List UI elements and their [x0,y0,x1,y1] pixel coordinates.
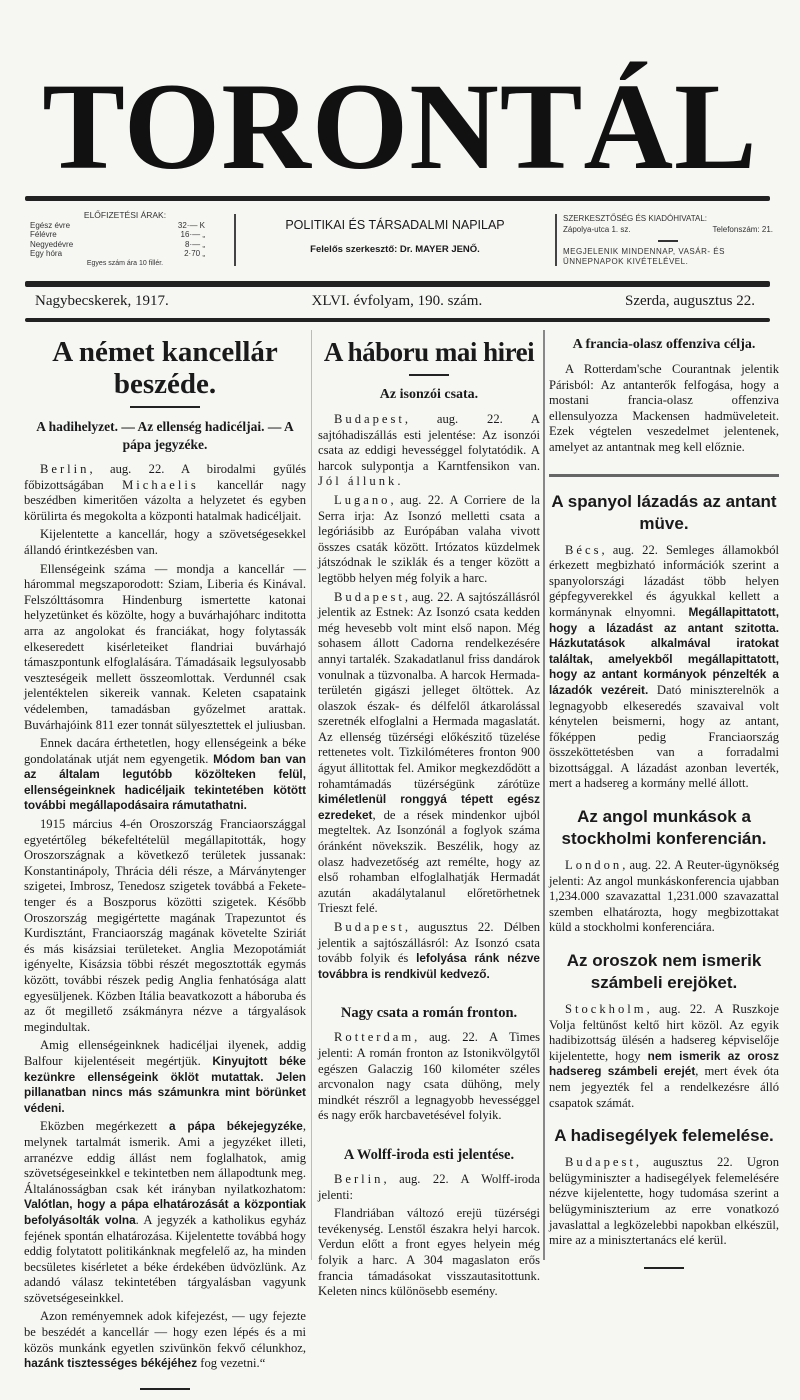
phone: Telefonszám: 21. [712,224,773,234]
paragraph [549,858,779,936]
divider [658,240,678,242]
dateline-place: Michaelis [122,477,199,492]
paragraph [24,562,306,734]
paragraph [318,1206,540,1300]
paragraph [24,462,306,524]
article-chancellor-speech [24,336,306,1400]
paragraph [318,920,540,982]
section-heading: Az isonzói csata. [379,387,479,402]
paragraph [24,1038,306,1116]
bold-text: kiméletlenül ronggyá tépett egész ezredeket [318,792,540,822]
dateline [35,293,755,310]
text: Eközben megérkezett [40,1119,169,1134]
paragraph [549,1155,779,1249]
paragraph [318,412,540,490]
newspaper-title: TORONTÁL [42,58,758,195]
price-row [30,240,205,250]
text: . [397,474,401,489]
news-column-right [549,328,779,1279]
text: , augusztus 22. Ugron belügyminiszter a hadisegélyek felemelésére nézve kijelentette, hogy tudomása szerint a belügyminiszterium az erre vonatkozó javaslattal a legközelebbi napokban elkészül, mire az a minisztertanács elé kerül. [549,1155,779,1248]
publication-schedule: MEGJELENIK MINDENNAP, VASÁR- ÉS ÜNNEPNAPOK KIVÉTELÉVEL. [563,246,725,266]
section-rule [549,474,779,477]
column-divider [543,330,545,1260]
price-label: Negyedévre [30,239,74,249]
text: , mert évek óta nem jegyezték fel a rendelkezésre álló csapatok számát. [549,1064,779,1110]
text: . A jegyzék a katholikus egyház fejének spontán elhatározása. Kijelentette továbbá hogy eddig folytatott politikánknak megfelelő az, ha minden becsületes kisérletet a béke érdekében üdvözlünk. Az adandó válasz tekintetében tárgyalásban vagyunk szövetségeseinkkel. [24,1212,306,1305]
column-body [549,336,779,1269]
section-heading: A Wolff-iroda esti jelentése. [343,1146,515,1163]
article-title: A német kancellár beszéde. [52,336,278,400]
text: , aug. 22. A Times jelenti: A román fronton az Istonikvölgytől egészen Galaczig 160 kilométer széles arcvonalon nagy csata dühöng, mely mindkét részről a legnagyobb hevességgel és nagy erők harcbavetésével folyik. [318,1030,540,1123]
price-value: 2·70 „ [184,249,205,258]
paragraph [24,1309,306,1371]
end-rule [644,1267,684,1269]
paragraph [24,736,306,814]
price-value: 32·— K [177,220,205,230]
section-heading: Az angol munkások a stockholmi konferencián. [561,807,767,849]
text: , aug. 22. Semleges államokból érkezett megbizható információk szerint a spanyolországi lázadást több helyen gépfegyverekkel és ágyukkal kellett a kormánynak elnyomni. [549,542,779,619]
bold-text: Kinyujtott béke kezünkre ellenségeink öklöt mutattak. Jelen pillanatban nincs más számunkra mint börünket védeni. [24,1053,306,1115]
masthead-rule [25,281,770,287]
text: , aug. 22. A Corriere de la Serra irja: Az Isonzó melletti csata a legóriásibb az Európában valaha vivott összes csaták között. Irtózatos küzdelmek játszódnak le sziklák és a tenger között a legtöbb helyen még folyik a harc. [318,492,540,585]
section-heading: A spanyol lázadás az antant müve. [551,491,777,533]
price-row [30,230,205,240]
text: fog vezetni.“ [197,1356,266,1371]
dateline-place: Bécs [565,542,602,557]
masthead-center [245,218,545,255]
paragraph [24,527,306,558]
title-rule [409,374,449,376]
newspaper-subtitle: POLITIKAI ÉS TÁRSADALMI NAPILAP [285,218,505,232]
text: , aug. 22. A Reuter-ügynökség jelenti: Az angol munkáskonferencia ujabban 1,234.000 szavazattal 1,231.000 szavazattal szemben elhatározta, hogy megbizottakat küld a stockholmi konferenciára. [549,858,779,935]
paragraph [318,493,540,587]
bold-text: Valótlan, hogy a pápa elhatározását a központiak befolyásolták volna [24,1197,306,1227]
dateline-place: London [565,858,623,873]
paragraph [549,1002,779,1111]
bold-text: Módom ban van az általam legutóbb közölteken felül, ellenségeinknek hadicéljaik tekintetében kötött további megállapodásaira rámutathatni. [24,751,306,813]
text: , de a rések mindenkor ujból megteltek. Az Isonzónál a foglyok száma óránként növekszik. Beszélik, hogy az olasz hadvezetőség azt remélte, hogy az első rohamban elfoglalhatják Hermadát azután akadálytalanul előretörhetnek Trieszt felé. [318,807,540,916]
price-row [30,249,205,259]
text: kancellár nagy beszédben kimeritően vázolta a helyzetet és egyben körülirta és megokolta a központi hatalmak hadicéljait. [24,477,306,523]
issue-date: Szerda, augusztus 22. [625,293,755,309]
text: , augusztus 22. Délben jelentik a sajtószállásról: Az Isonzó csata tovább folyik és [318,920,540,966]
prices-title: ELŐFIZETÉSI ÁRAK: [83,210,167,220]
title-rule [130,406,200,408]
editor-line: Felelős szerkesztő: Dr. MAYER JENŐ. [310,244,480,255]
text: Dató miniszterelnök a legnagyobb elkeseredés szavaival volt kénytelen beismerni, hogy az antant, főképpen pedig Franciaország összeköttetésben van a forradalmi bizottsággal. A lázadást azonban leverték, mert a hadsereg a kormány mellé állott. [549,682,779,791]
price-value: 8·— „ [185,239,205,249]
text: , aug. 22. A sajtóhadiszállás esti jelentése: Az isonzói csata az eddigi hevességgel folytatódik. A harcok sulypontja a Karntfensikon van. [318,412,540,473]
text: , aug. 22. A sajtószállásról jelentik az Estnek: Az Isonzó csata kedden még hevesebb volt mint első napon. Még sohasem állott Cadorna rendelkezésére annyi tartalék. Szakadatlanul friss dandárok vonulnak a tüzvonalba. A harcok Hermada-területén gigászi jelleget öltöttek. Az olaszok észak- és délfelől átkarolással szeretnék elfoglalni a Hermada magaslatát. Az ellenség tüzérségi előkészitő tüzelése rettenetes volt. Tizkilóméteres fronton 900 ágyut állitottak fel. Amikor megkezdődött a rohamtámadás tüzérségünk zárótüze [318,589,540,791]
end-rule [140,1388,190,1390]
issue-number: XLVI. évfolyam, 190. szám. [311,293,483,309]
article-subtitle: A hadihelyzet. — Az ellenség hadicéljai. — A pápa jegyzéke. [36,419,294,452]
paragraph [24,817,306,1035]
war-news-column [318,336,540,1303]
dateline-place: Budapest [334,589,405,604]
price-label: Félévre [30,230,57,239]
text: Kijelentette a kancellár, hogy a szövetségesekkel állandó érintkezésben van. [24,527,306,557]
bold-text: a pápa békejegyzéke [169,1119,303,1134]
column-title: A háboru mai hirei [323,337,535,367]
divider [234,214,236,266]
paragraph [318,1030,540,1124]
section-heading: Az oroszok nem ismerik számbeli erejöket. [566,951,762,993]
dateline-place: Rotterdam [334,1030,415,1045]
address: Zápolya-utca 1. sz. [563,224,631,234]
section-heading: A francia-olasz offenziva célja. [572,337,756,352]
article-body [24,462,306,1372]
price-label: Egész évre [30,220,71,230]
text: , aug. 22. A birodalmi gyűlés főbizottságában [24,462,306,492]
text: 1915 március 4-én Oroszország Franciaországgal egyetértőleg békefeltételül megállapitották, hogy Oroszországnak a következő területek jussanak: Konstantinápoly, Thrácia déli része, a Márványtenger szigetei, Imbrosz, Tenedosz szigetek továbbá a Fekete-tenger és a Boszporus közötti szigetek. Később Oroszország megigértette magának Trapezuntot és Kurdisztánt, Franciaország magának követelte Sziriát és más kisázsiai területeket. Anglia Mezopotámiát igényelte, Kisázsia többi részét megosztották egymás között, további részek pedig Anglia fenhatósága alatt egyesüljenek. Közben Itália beavatkozott a háboruba és az őt megillető zsákmányra nézve a tárgyalások megindultak. [24,817,306,1034]
dateline-place: Budapest [334,412,405,426]
text: Ellenségeink száma — mondja a kancellár — hárommal megszaporodott: Sziam, Liberia és Kinával. Felszólttásomra Hindenburg ismertette katonai helyzetünket és közölte, hogy a buvárhajóharc inditotta arra az angolokat és franciákat, hogy folytassák elkeseredett kisérleteiket flandriai buvárhajó támaszpontunk elfoglalására. Támadásaik legsulyosabb veszteségeik mellett összeomlottak. Verdunnél csak jelentéktelen sikereik vannak. Keleten csapataink védelemben, tamadásban győzelmet arattak. Buvárhajóink 811 ezer tonnát sülyesztettek el juliusban. [24,561,306,732]
divider [555,214,557,266]
price-row [30,221,205,231]
text: , aug. 22. A Ruszkoje Volja feltünőst keltő hirt közöl. Az egyik hadibizottság ülésén a hadsereg képviselője kijelentette, hogy [549,1002,779,1063]
price-value: 16·— „ [180,230,205,239]
dateline-place: Berlin [40,462,90,476]
text: Azon reményemnek adok kifejezést, — ugy fejezte be beszédét a kancellár — hogy ezen lépés és a mi közös munkánk egyetlen szivünkön fekvő célunkhoz, [24,1309,306,1355]
paragraph [318,1172,540,1203]
prices-table [30,221,205,259]
office-title: SZERKESZTŐSÉG ÉS KIADÓHIVATAL: [563,214,708,223]
text: A Rotterdam'sche Courantnak jelentik Párisból: Az antanterők felfogása, hogy a mostani francia-olasz offenziva ellensulyozza Mackensen hadmüveleteit. Ezek végtelen veszedelmet jelentenek, amelyet az antantnak meg kell előznie. [549,362,779,454]
text: , melynek tartalmát ismerik. Ami a jegyzéket illeti, arranézve eddig állást nem foglalhatok, amig szövetségeseinkkel e tekintetben nem állapodtunk meg. Általánosságban csak két irányban nyilatkozhatom: [24,1119,306,1196]
single-issue-price: Egyes szám ára 10 fillér. [86,259,164,267]
text: , aug. 22. A Wolff-iroda jelenti: [318,1171,540,1202]
dateline-place: Jól állunk [318,474,398,489]
bold-text: nem ismerik az orosz hadsereg számbeli erejét [549,1048,779,1079]
dateline-place: Budapest [334,920,405,934]
bold-text: Megállapittatott, hogy a lázadást az antant szitotta. Házkutatások alkalmával iratokat találtak, amelyekből megállapittatott, hogy az antant kormányok pénzelték a lázadók vezéreit. [549,604,779,697]
masthead-rule [25,196,770,201]
dateline-place: Berlin [334,1171,384,1186]
paragraph [318,590,540,917]
column-divider [311,330,312,1260]
masthead-rule [25,318,770,322]
text: Flandriában változó erejü tüzérségi tevékenység. Lenstől északra helyi harcok. Verdun előtt a front egyes helyein még folyik a harc. A 304 magaslaton erős francia támadásokat visszautasitottunk. Keleten nincs különösebb esemény. [318,1206,540,1299]
section-heading: Nagy csata a román fronton. [340,1005,518,1022]
paragraph [549,543,779,793]
subscription-prices [30,210,220,269]
place-year: Nagybecskerek, 1917. [35,293,169,309]
text: Amig ellenségeinknek hadicéljai ilyenek, addig Balfour kijelentéseit megértjük. [24,1038,306,1068]
dateline-place: Stockholm [565,1002,647,1017]
office-info [563,214,773,268]
dateline-place: Lugano [334,492,391,507]
bold-text: lefolyása ránk nézve továbbra is rendkivül kedvező. [318,951,540,981]
price-label: Egy hóra [30,249,63,258]
paragraph [549,362,779,456]
bold-text: hazánk tisztességes békéjéhez [24,1356,198,1371]
paragraph [24,1119,306,1306]
text: Ennek dacára érthetetlen, hogy ellenségeink a béke gondolatának utját nem egyengetik. [24,736,306,766]
column-body [318,386,540,1300]
section-heading: A hadisegélyek felemelése. [554,1126,774,1146]
dateline-place: Budapest [565,1155,636,1170]
